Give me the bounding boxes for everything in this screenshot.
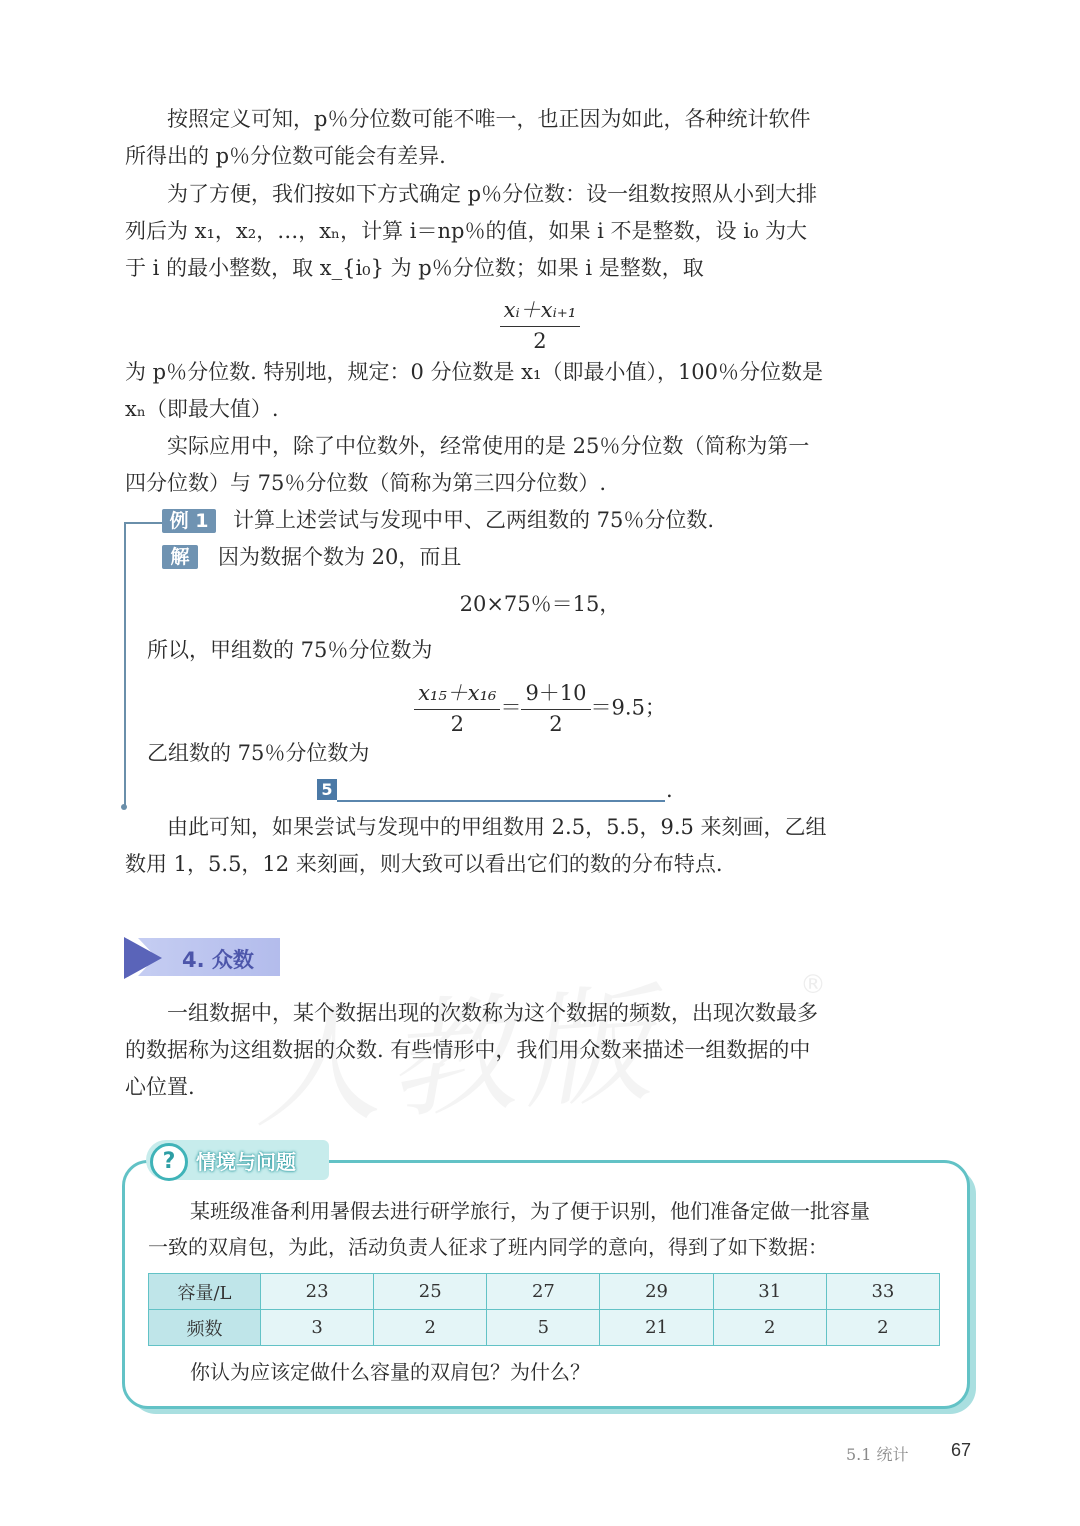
blank-number-badge: 5 <box>317 779 337 800</box>
table-header-cell: 频数 <box>149 1310 261 1346</box>
table-cell: 31 <box>713 1274 826 1310</box>
situation-question: 你认为应该定做什么容量的双肩包？为什么？ <box>190 1360 590 1384</box>
text-line: 的数据称为这组数据的众数. 有些情形中，我们用众数来描述一组数据的中 <box>125 1038 811 1062</box>
example-bracket-top <box>124 522 162 524</box>
text-line: 心位置. <box>125 1075 195 1099</box>
text-line: 为了方便，我们按如下方式确定 p％分位数：设一组数按照从小到大排 <box>167 182 818 206</box>
table-cell: 25 <box>374 1274 487 1310</box>
table-cell: 21 <box>600 1310 713 1346</box>
page-number: 67 <box>951 1440 972 1460</box>
text-line: 按照定义可知，p％分位数可能不唯一，也正因为如此，各种统计软件 <box>167 107 811 131</box>
situation-line-1: 某班级准备利用暑假去进行研学旅行，为了便于识别，他们准备定做一批容量 <box>190 1199 870 1223</box>
fraction-numerator: x₁₅＋x₁₆ <box>414 677 500 710</box>
text-line: 所得出的 p％分位数可能会有差异. <box>125 144 446 168</box>
text-line: 于 i 的最小整数，取 x_{i₀} 为 p％分位数；如果 i 是整数，取 <box>125 256 704 280</box>
situation-label: 情境与问题 <box>196 1150 296 1174</box>
solution-tag: 解 <box>162 545 198 569</box>
equation-group-a-percentile: $\frac{\text{x₁₅＋x₁₆}}{2}$ ＝ $\frac{9+10}{2}$ ＝9.5； <box>0 677 1080 736</box>
solution-line-b: 乙组数的 75％分位数为 <box>147 741 370 765</box>
fraction-denominator: 2 <box>533 329 547 353</box>
paragraph-percentile-definition <box>125 354 850 428</box>
table-cell: 27 <box>487 1274 600 1310</box>
equation-result: ＝9.5； <box>590 695 666 720</box>
text-line: 为 p％分位数. 特别地，规定：0 分位数是 x₁（即最小值），100％分位数是 <box>125 360 824 384</box>
text-line: 数用 1，5.5，12 来刻画，则大致可以看出它们的数的分布特点. <box>125 852 723 876</box>
solution-text: 因为数据个数为 20，而且 <box>218 545 462 569</box>
text-line: 四分位数）与 75％分位数（简称为第三四分位数）. <box>125 471 607 495</box>
example-bracket-line <box>124 522 126 808</box>
solution-line-a: 所以，甲组数的 75％分位数为 <box>147 638 433 662</box>
fraction-denominator: 2 <box>450 712 464 736</box>
table-row <box>149 1310 940 1346</box>
table-cell: 23 <box>261 1274 374 1310</box>
footer-section-label: 5.1 统计 <box>846 1445 909 1464</box>
text-line: 实际应用中，除了中位数外，经常使用的是 25％分位数（简称为第一 <box>167 434 810 458</box>
paragraph-percentile-nonunique <box>125 101 850 175</box>
text-line: 列后为 x₁，x₂，…，xₙ，计算 i＝np％的值，如果 i 不是整数，设 i₀ 为大 <box>125 219 808 243</box>
table-cell: 29 <box>600 1274 713 1310</box>
section-title: 4. 众数 <box>182 948 254 972</box>
fraction-x15-x16 <box>414 677 500 736</box>
situation-line-2: 一致的双肩包，为此，活动负责人征求了班内同学的意向，得到了如下数据： <box>148 1235 828 1259</box>
paragraph-mode-definition <box>125 995 850 1106</box>
fraction-denominator: 2 <box>549 712 563 736</box>
fraction-numerator: 9＋10 <box>521 677 590 710</box>
fill-in-blank-line[interactable] <box>337 800 665 802</box>
text-line: 一组数据中，某个数据出现的次数称为这个数据的频数，出现次数最多 <box>167 1001 818 1025</box>
table-cell: 2 <box>374 1310 487 1346</box>
table-header-cell: 容量/L <box>149 1274 261 1310</box>
watermark-registered-mark: ® <box>800 970 826 1000</box>
table-cell: 5 <box>487 1310 600 1346</box>
example-question: 计算上述尝试与发现中甲、乙两组数的 75％分位数. <box>233 508 715 532</box>
fraction-9-10 <box>521 677 590 736</box>
formula-average-neighbors <box>0 294 1080 353</box>
paragraph-distribution-summary <box>125 809 850 883</box>
question-icon: ? <box>150 1143 188 1181</box>
backpack-capacity-table <box>148 1273 940 1346</box>
paragraph-quartiles <box>125 428 850 502</box>
blank-end-period: . <box>666 778 673 802</box>
section-arrow-icon <box>124 937 162 979</box>
table-cell: 2 <box>713 1310 826 1346</box>
table-row <box>149 1274 940 1310</box>
paragraph-percentile-method <box>125 176 850 287</box>
example-tag: 例 1 <box>162 509 216 533</box>
table-cell: 2 <box>826 1310 939 1346</box>
table-cell: 33 <box>826 1274 939 1310</box>
fraction-numerator: xᵢ＋xᵢ₊₁ <box>500 294 581 327</box>
table-cell: 3 <box>261 1310 374 1346</box>
fraction <box>500 294 581 353</box>
equation-count: 20×75％＝15， <box>459 592 621 616</box>
text-line: xₙ（即最大值）. <box>125 397 279 421</box>
text-line: 由此可知，如果尝试与发现中的甲组数用 2.5，5.5，9.5 来刻画，乙组 <box>167 815 827 839</box>
